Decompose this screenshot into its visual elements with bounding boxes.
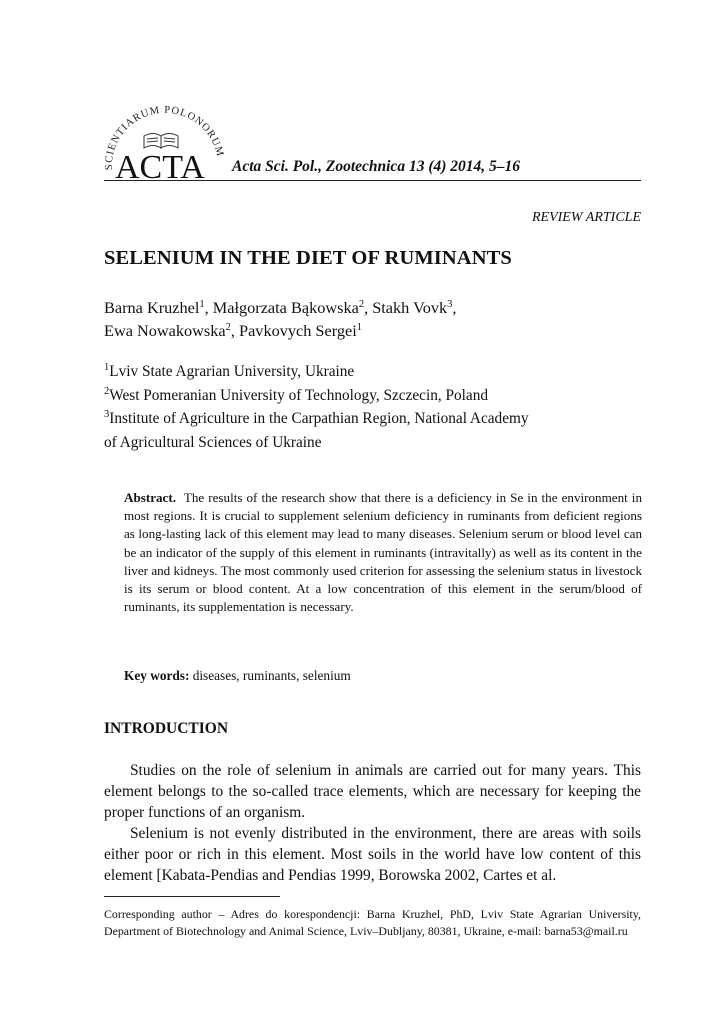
author: Barna Kruzhel	[104, 298, 200, 317]
keywords-label: Key words:	[124, 668, 190, 683]
logo-arc-text: SCIENTIARUM POLONORUM	[103, 104, 225, 171]
author-affiliation-mark: 2	[225, 322, 231, 333]
affiliation-text: West Pomeranian University of Technology, Szczecin, Poland	[109, 386, 489, 404]
author-separator: ,	[364, 298, 373, 317]
section-heading-introduction: INTRODUCTION	[104, 720, 229, 737]
acta-logo-graphic	[100, 92, 225, 182]
author-separator: ,	[204, 298, 213, 317]
affiliation	[104, 407, 644, 431]
affiliation-text: Institute of Agriculture in the Carpathian Region, National Academy	[109, 410, 529, 427]
abstract	[124, 489, 642, 616]
affiliation-text: Lviv State Agrarian University, Ukraine	[109, 363, 355, 380]
paragraph: Selenium is not evenly distributed in the environment, there are areas with soils either poor or rich in this element. Most soils in the world have low content of this element [Kabata-Pendias and Pendias 1999, Borowska 2002, Cartes et al.	[104, 825, 641, 884]
affiliation-continuation	[104, 431, 644, 455]
logo-acta-text: ACTA	[115, 149, 205, 182]
author-separator: ,	[452, 298, 457, 317]
paragraph: Studies on the role of selenium in animals are carried out for many years. This element belongs to the so-called trace elements, which are necessary for keeping the proper functions of an organism.	[104, 762, 641, 821]
author: Małgorzata Bąkowska	[212, 298, 359, 317]
footnote-rule	[104, 896, 280, 897]
open-book-icon	[144, 134, 178, 149]
author-affiliation-mark: 1	[199, 299, 205, 310]
journal-reference: Acta Sci. Pol., Zootechnica 13 (4) 2014, 5–16	[232, 158, 521, 175]
affiliation	[104, 384, 644, 408]
affiliation	[104, 360, 644, 384]
keywords	[124, 668, 351, 684]
affiliation-mark: 2	[104, 385, 110, 397]
affiliation-list	[104, 360, 644, 454]
introduction-body	[104, 760, 641, 886]
author-list	[104, 296, 644, 342]
author-affiliation-mark: 3	[447, 299, 453, 310]
author-affiliation-mark: 2	[358, 299, 365, 310]
journal-logo	[100, 92, 225, 182]
abstract-text: The results of the research show that there is a deficiency in Se in the environment in most regions. It is crucial to supplement selenium deficiency in ruminants from deficient regions as long-lasting lack of this element may lead to many diseases. Selenium serum or blood level can be an indicator of the supply of this element in ruminants (intravitally) as well as its content in the liver and kidneys. The most commonly used criterion for assessing the selenium status in livestock is its serum or blood content. At a low concentration of this element in the serum/blood of ruminants, its supplementation is necessary.	[124, 490, 642, 615]
header-rule	[104, 180, 641, 181]
author-affiliation-mark: 1	[356, 322, 362, 333]
author: Ewa Nowakowska	[104, 321, 226, 340]
author: Pavkovych Sergei	[239, 321, 357, 340]
affiliation-mark: 1	[104, 362, 110, 373]
author: Stakh Vovk	[372, 298, 448, 317]
affiliation-text: of Agricultural Sciences of Ukraine	[104, 433, 322, 451]
affiliation-mark: 3	[104, 409, 110, 420]
abstract-label: Abstract.	[124, 490, 176, 505]
article-title: SELENIUM IN THE DIET OF RUMINANTS	[104, 247, 512, 269]
author-separator: ,	[230, 321, 240, 340]
corresponding-author-footnote: Corresponding author – Adres do korespondencji: Barna Kruzhel, PhD, Lviv State Agrarian University, Department of Biotechnology and Animal Science, Lviv–Dubljany, 80381, Ukraine, e-mail: barna53@mail.ru	[104, 907, 641, 938]
keywords-text: diseases, ruminants, selenium	[192, 668, 351, 683]
article-type: REVIEW ARTICLE	[531, 210, 641, 225]
